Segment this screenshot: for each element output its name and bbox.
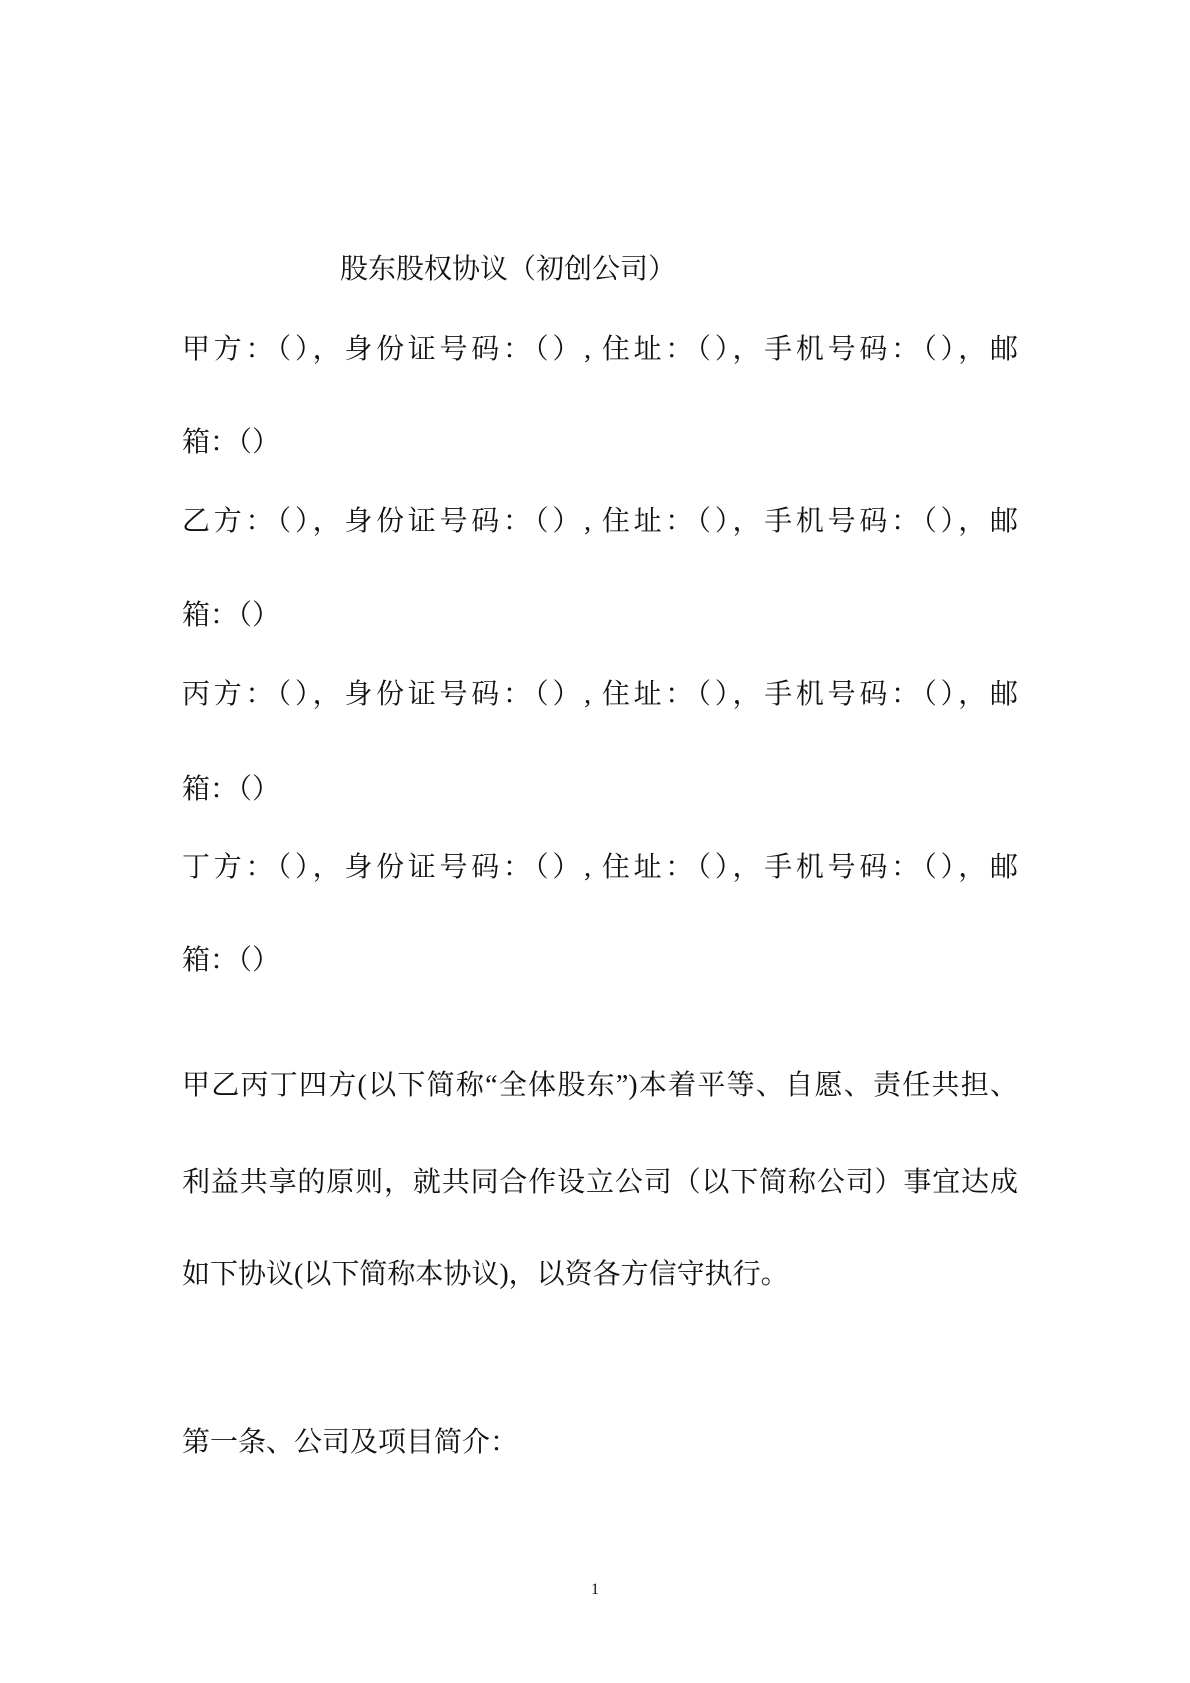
- party-d-email: 箱：（）: [182, 945, 281, 976]
- party-b-info: 乙方：（），身份证号码：（）, 住址：（），手机号码：（），邮: [182, 506, 1018, 537]
- party-d-info: 丁方：（），身份证号码：（）, 住址：（），手机号码：（），邮: [182, 852, 1018, 883]
- party-c-info: 丙方：（），身份证号码：（）, 住址：（），手机号码：（），邮: [182, 679, 1018, 710]
- party-b-email: 箱：（）: [182, 600, 281, 631]
- intro-line-3: 如下协议(以下简称本协议)，以资各方信守执行。: [182, 1259, 789, 1290]
- section-heading: 第一条、公司及项目简介：: [182, 1427, 519, 1458]
- party-a-email: 箱：（）: [182, 427, 281, 458]
- page-number: 1: [591, 1581, 599, 1598]
- party-c-email: 箱：（）: [182, 774, 281, 805]
- document-title: 股东股权协议（初创公司）: [340, 254, 677, 285]
- party-a-info: 甲方：（），身份证号码：（）, 住址：（），手机号码：（），邮: [182, 334, 1018, 365]
- intro-line-1: 甲乙丙丁四方(以下简称“全体股东”)本着平等、自愿、责任共担、: [182, 1070, 1018, 1101]
- intro-line-2: 利益共享的原则，就共同合作设立公司（以下简称公司）事宜达成: [182, 1167, 1018, 1198]
